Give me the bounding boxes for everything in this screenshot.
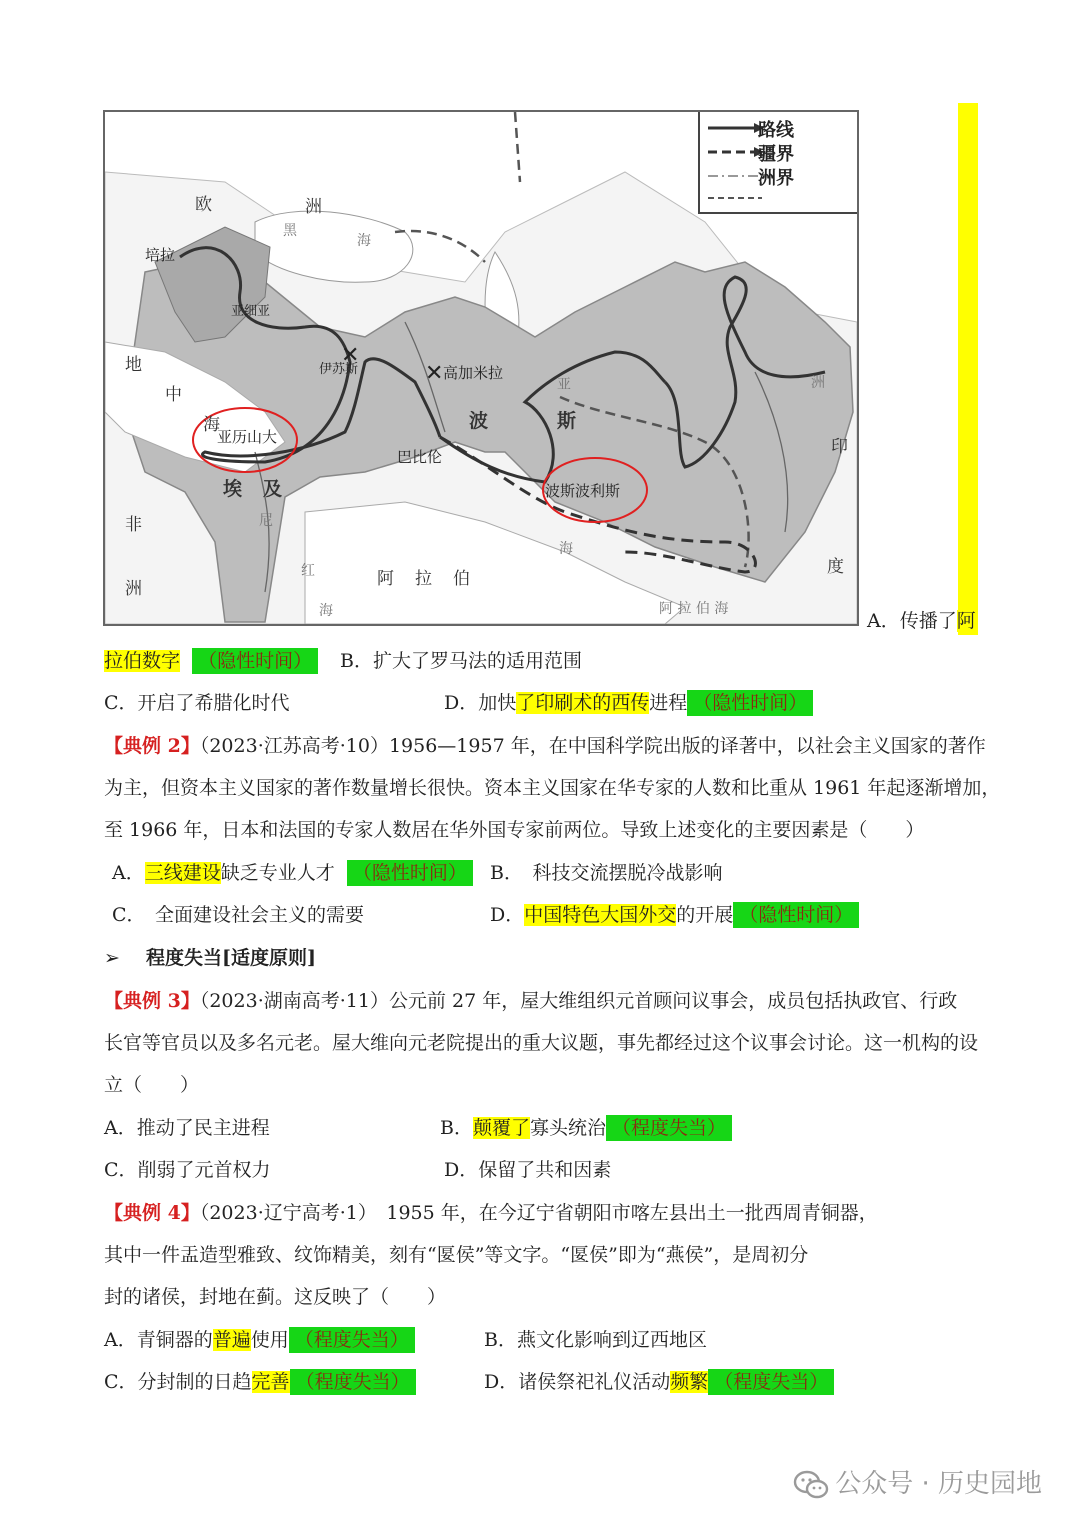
ex3-text-1: （2023·湖南高考·11）公元前 27 年，屋大维组织元首顾问议事会，成员包括执政官、行政 xyxy=(199,990,958,1012)
ex3-line-3: 立（ ） xyxy=(104,1074,200,1096)
q1-option-a-start xyxy=(867,606,976,636)
ex4-label: 【典例 4】 xyxy=(104,1202,200,1224)
q1-option-a-hl-1: 阿 xyxy=(956,610,976,632)
label-red-sea-1: 红 xyxy=(301,563,315,579)
ex2-option-d-hl: 中国特色大国外交 xyxy=(524,904,677,926)
ex4-option-d-tag: （程度失当） xyxy=(708,1369,834,1395)
place-persepolis: 波斯波利斯 xyxy=(545,482,621,500)
ex2-option-a xyxy=(112,858,473,888)
q1-option-d-tag: （隐性时间） xyxy=(687,690,813,716)
q1-option-c: C．开启了希腊化时代 xyxy=(104,692,290,714)
label-black-sea-2: 海 xyxy=(357,233,371,249)
ex3-option-b-hl: 颠覆了 xyxy=(472,1117,530,1139)
ex4-option-c-prefix: C．分封制的日趋 xyxy=(104,1371,252,1393)
ex4-option-c-hl: 完善 xyxy=(251,1371,290,1393)
ex4-line-1 xyxy=(104,1198,878,1228)
ex4-option-c-tag: （程度失当） xyxy=(290,1369,416,1395)
ex4-option-c xyxy=(104,1367,416,1397)
label-europe-1: 欧 xyxy=(195,195,212,215)
label-egypt-2: 及 xyxy=(263,478,283,500)
section-heading xyxy=(104,943,316,973)
alexander-campaign-map xyxy=(103,110,859,626)
ex2-option-a-tag: （隐性时间） xyxy=(347,860,473,886)
wechat-icon xyxy=(793,1470,829,1500)
ex2-option-a-prefix: A． xyxy=(112,862,145,884)
label-africa-1: 非 xyxy=(125,515,142,535)
label-persia-1: 波 xyxy=(469,410,489,432)
legend-border: 疆界 xyxy=(758,144,794,165)
label-europe-2: 洲 xyxy=(305,197,322,217)
ex4-option-d xyxy=(484,1367,834,1397)
place-pella: 培拉 xyxy=(145,246,176,264)
ex2-line-2: 为主，但资本主义国家的著作数量增长很快。资本主义国家在华专家的人数和比重从 1961 年起逐渐增加， xyxy=(104,777,1001,799)
legend-continent-border: 洲界 xyxy=(758,168,794,189)
q1-option-a-prefix: A．传播了 xyxy=(867,610,957,632)
section-title: 程度失当[适度原则] xyxy=(145,947,316,969)
label-egypt-1: 埃 xyxy=(223,478,243,500)
q1-option-a-tag: （隐性时间） xyxy=(192,648,318,674)
label-africa-2: 洲 xyxy=(125,579,142,599)
ex4-option-a-prefix: A．青铜器的 xyxy=(104,1329,213,1351)
watermark xyxy=(793,1463,1042,1500)
highlight-bar xyxy=(958,103,978,635)
ex3-option-b-tag: （程度失当） xyxy=(606,1115,732,1141)
ex2-option-d-tag: （隐性时间） xyxy=(733,902,859,928)
label-arabian-sea: 阿 拉 伯 海 xyxy=(659,601,729,617)
ex2-text-1: （2023·江苏高考·10）1956—1957 年，在中国科学院出版的译著中，以社会主义国家的著作 xyxy=(199,735,986,757)
label-arabia-3: 伯 xyxy=(453,569,470,589)
ex4-option-d-prefix: D．诸侯祭祀礼仪活动 xyxy=(484,1371,671,1393)
label-persian-gulf: 海 xyxy=(559,541,573,557)
ex3-option-a: A．推动了民主进程 xyxy=(104,1117,270,1139)
ex3-line-1 xyxy=(104,986,957,1016)
ex4-option-a-tag: （程度失当） xyxy=(289,1327,415,1353)
label-persia-2: 斯 xyxy=(557,410,577,432)
ex3-option-b xyxy=(440,1113,732,1143)
watermark-text: 公众号 · 历史园地 xyxy=(835,1469,1042,1499)
label-med-3: 海 xyxy=(203,415,220,435)
ex2-option-a-suffix: 缺乏专业人才 xyxy=(220,862,335,884)
ex4-option-b: B．燕文化影响到辽西地区 xyxy=(484,1329,707,1351)
label-black-sea-1: 黑 xyxy=(283,223,297,239)
q1-option-d-prefix: D．加快 xyxy=(444,692,517,714)
place-issus: 伊苏斯 xyxy=(319,362,359,377)
place-gaugamela: 高加米拉 xyxy=(443,364,504,382)
legend-symbols xyxy=(706,112,766,212)
ex2-option-d-prefix: D． xyxy=(490,904,525,926)
ex3-option-b-prefix: B． xyxy=(440,1117,473,1139)
label-med-2: 中 xyxy=(165,385,182,405)
q1-option-d-hl: 了印刷术的西传 xyxy=(516,692,650,714)
q1-option-d-suffix: 进程 xyxy=(649,692,688,714)
place-troy: 亚细亚 xyxy=(231,304,271,319)
label-india-1: 印 xyxy=(831,437,848,457)
ex2-option-d-suffix: 的开展 xyxy=(676,904,734,926)
label-asia-1: 亚 xyxy=(557,377,571,393)
q1-option-a-cont xyxy=(104,646,318,676)
label-nile: 尼 xyxy=(259,513,273,529)
label-red-sea-2: 海 xyxy=(319,603,333,619)
legend-route: 路线 xyxy=(758,120,794,141)
ex2-option-d xyxy=(490,900,859,930)
ex4-text-1: （2023·辽宁高考·1） 1955 年，在今辽宁省朝阳市喀左县出土一批西周青铜器， xyxy=(199,1202,878,1224)
ex3-option-c: C．削弱了元首权力 xyxy=(104,1159,271,1181)
map-legend xyxy=(698,112,858,214)
label-arabia-1: 阿 xyxy=(377,569,394,589)
ex3-line-2: 长官等官员以及多名元老。屋大维向元老院提出的重大议题，事先都经过这个议事会讨论。这一机构的设 xyxy=(104,1032,979,1054)
q1-option-d xyxy=(444,688,813,718)
label-med-1: 地 xyxy=(125,355,142,375)
section-bullet: ➢ xyxy=(104,947,120,969)
label-arabia-2: 拉 xyxy=(415,569,432,589)
ex4-line-2: 其中一件盂造型雅致、纹饰精美，刻有“匽侯”等文字。“匽侯”即为“燕侯”，是周初分 xyxy=(104,1244,809,1266)
ex4-option-d-hl: 频繁 xyxy=(670,1371,709,1393)
q1-option-b: B．扩大了罗马法的适用范围 xyxy=(340,650,582,672)
ex4-option-a xyxy=(104,1325,415,1355)
ex2-label: 【典例 2】 xyxy=(104,735,200,757)
label-india-2: 度 xyxy=(827,557,844,577)
ex3-option-d: D．保留了共和因素 xyxy=(444,1159,612,1181)
ex2-option-a-hl: 三线建设 xyxy=(144,862,221,884)
ex4-option-a-hl: 普遍 xyxy=(212,1329,251,1351)
place-babylon: 巴比伦 xyxy=(397,448,443,466)
q1-option-a-hl-2: 拉伯数字 xyxy=(104,650,181,672)
ex4-option-a-suffix: 使用 xyxy=(250,1329,289,1351)
svg-text:✕: ✕ xyxy=(341,343,360,368)
ex2-line-1 xyxy=(104,731,986,761)
ex2-line-3: 至 1966 年，日本和法国的专家人数居在华外国专家前两位。导致上述变化的主要因素是（ ） xyxy=(104,819,925,841)
svg-text:✕: ✕ xyxy=(425,361,444,386)
ex3-option-b-suffix: 寡头统治 xyxy=(529,1117,606,1139)
label-asia-2: 洲 xyxy=(811,375,825,391)
ex2-option-b: B． 科技交流摆脱冷战影响 xyxy=(490,862,723,884)
ex4-line-3: 封的诸侯，封地在蓟。这反映了（ ） xyxy=(104,1286,447,1308)
ex2-option-c: C． 全面建设社会主义的需要 xyxy=(112,904,365,926)
place-alexandria: 亚历山大 xyxy=(217,428,278,446)
ex3-label: 【典例 3】 xyxy=(104,990,200,1012)
